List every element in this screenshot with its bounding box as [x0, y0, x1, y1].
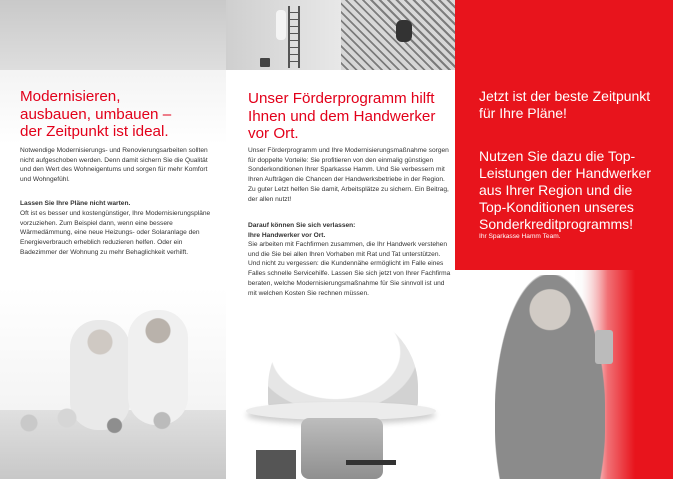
intro-text-left: Notwendige Modernisierungs- und Renovierungsarbeiten sollten nicht aufgeschoben werden. Denn damit sichern Sie die Qualität und den Wert des Wohneigentums und sorgen für mehr Komfort und Wohngefühl. [20, 147, 208, 184]
panel-right [455, 0, 673, 479]
body-text-middle: Sie arbeiten mit Fachfirmen zusammen, die Ihr Handwerk verstehen und die Sie bei allen Ihren Vorhaben mit Rat und Tat unterstützen. Und nicht zu vergessen: die Kundennähe ermöglicht im Falle eines Falles schnelle Servicehilfe. Lassen Sie sich jetzt von Ihrer Fachfirma beraten, welche Modernisierungsmaßnahme für Sie sinnvoll ist und mit welchen Kosten Sie rechnen müssen. [248, 241, 451, 297]
intro-text-middle: Unser Förderprogramm und Ihre Modernisierungsmaßnahme sorgen für doppelte Vorteile: Sie profitieren von den einmalig günstigen Sonderkonditionen Ihrer Sparkasse Hamm. Und Sie verbessern mit Ihren Aufträgen die Chancen der Handwerksbetriebe in der Region. Zu guter Letzt helfen Sie damit, Arbeitsplätze zu sichern. Ein Beitrag, der allen nutzt! [248, 147, 449, 203]
top-red-band [455, 0, 673, 70]
construction-photo [226, 0, 455, 70]
ladder [288, 6, 300, 68]
painter-photo [455, 270, 673, 479]
couple-photo [0, 280, 226, 479]
worker-figure [276, 10, 286, 40]
helmet-worker-photo [226, 290, 455, 479]
signature: Ihr Sparkasse Hamm Team. [479, 233, 561, 240]
body-text-left: Oft ist es besser und kostengünstiger, Ihre Modernisierungspläne vorzuziehen. Zum Beispiel dann, wenn eine bessere Wärmedämmung, eine neue Heizungs- oder Solaranlage den Energieverbrauch erheblich reduzieren helfen. Oder ein Badezimmer der Wohnung zu mehr Behaglichkeit verhilft. [20, 210, 211, 256]
headline-right: Jetzt ist der beste Zeitpunkt für Ihre Pläne! [479, 88, 651, 121]
headline-middle: Unser Förderprogramm hilft Ihnen und dem Handwerker vor Ort. [248, 90, 436, 142]
paint-roller [595, 330, 613, 364]
hard-hat [268, 312, 418, 412]
woman-painter [495, 275, 605, 479]
lead-text-left: Lassen Sie Ihre Pläne nicht warten. [20, 200, 131, 207]
subheadline-right: Nutzen Sie dazu die Top- Leistungen der Handwerker aus Ihrer Region und die Top-Konditionen unseres Sonderkreditprogramms! [479, 148, 651, 232]
flowers [10, 398, 200, 448]
panel-left [0, 0, 226, 479]
worker-face [301, 418, 383, 479]
top-photo-band [0, 0, 226, 70]
worker-shirt [256, 450, 296, 479]
panel-middle [226, 0, 455, 479]
spirit-level [346, 460, 396, 465]
lead-text-middle: Darauf können Sie sich verlassen: Ihre Handwerker vor Ort. [248, 222, 356, 239]
roofer-figure [396, 20, 412, 42]
headline-left: Modernisieren, ausbauen, umbauen – der Zeitpunkt ist ideal. [20, 88, 172, 140]
bucket [260, 58, 270, 67]
